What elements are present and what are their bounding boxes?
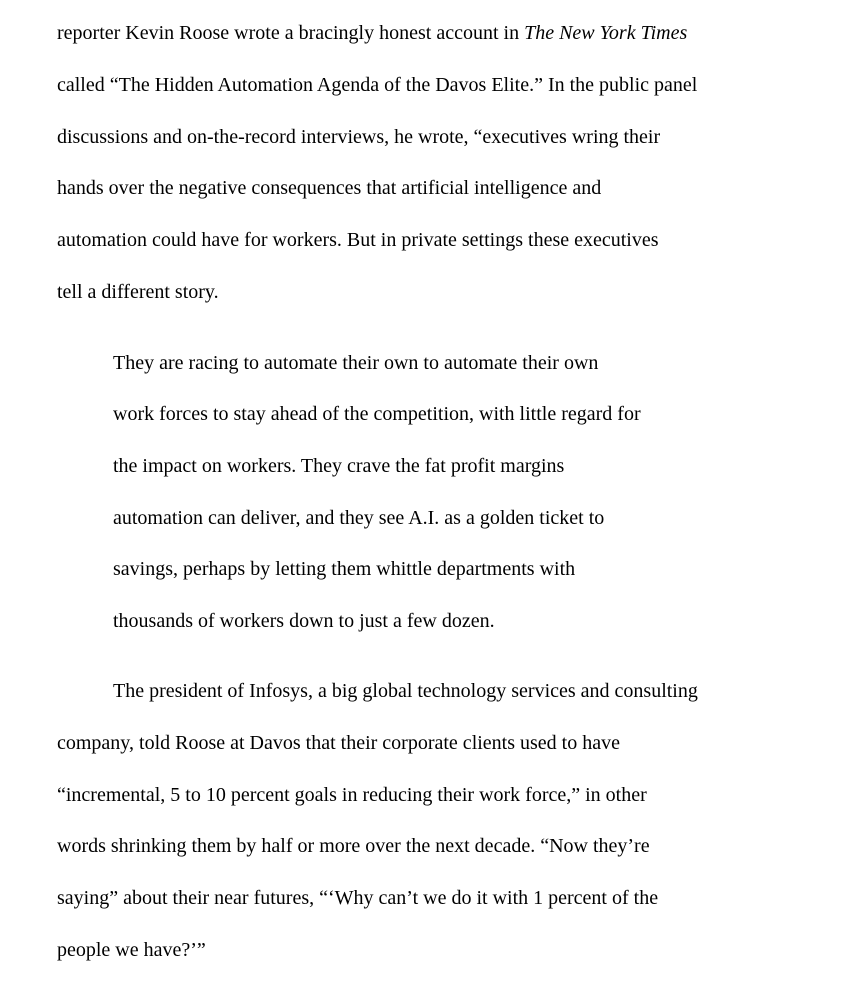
blockquote-line-4: automation can deliver, and they see A.I. as a golden ticket to: [113, 507, 605, 529]
paragraph-2-line-1: The president of Infosys, a big global technology services and consulting: [113, 680, 698, 702]
paragraph-2-line-2: company, told Roose at Davos that their corporate clients used to have: [57, 732, 620, 754]
paragraph-1-line-1: [57, 21, 687, 45]
paragraph-2-line-5: saying” about their near futures, “‘Why can’t we do it with 1 percent of the: [57, 887, 659, 909]
blockquote-line-2: work forces to stay ahead of the competition, with little regard for: [113, 403, 641, 425]
paragraph-1-line-6: tell a different story.: [57, 281, 219, 303]
newspaper-title: The New York Times: [524, 22, 688, 44]
blockquote-line-3: the impact on workers. They crave the fat profit margins: [113, 455, 565, 477]
paragraph-1-line-2: called “The Hidden Automation Agenda of the Davos Elite.” In the public panel: [57, 74, 698, 96]
paragraph-1-line-4: hands over the negative consequences that artificial intelligence and: [57, 177, 602, 199]
paragraph-2-line-4: words shrinking them by half or more over the next decade. “Now they’re: [57, 835, 650, 857]
paragraph-2-line-6: people we have?’”: [57, 939, 206, 961]
paragraph-1-line-5: automation could have for workers. But in private settings these executives: [57, 229, 659, 251]
paragraph-2-line-3: “incremental, 5 to 10 percent goals in reducing their work force,” in other: [57, 784, 647, 806]
paragraph-1-line-1-text: reporter Kevin Roose wrote a bracingly honest account in: [57, 22, 525, 44]
paragraph-1-line-3: discussions and on-the-record interviews, he wrote, “executives wring their: [57, 126, 661, 148]
blockquote-line-6: thousands of workers down to just a few dozen.: [113, 610, 495, 632]
blockquote-line-5: savings, perhaps by letting them whittle departments with: [113, 558, 576, 580]
blockquote-line-1: They are racing to automate their own to automate their own: [113, 352, 599, 374]
